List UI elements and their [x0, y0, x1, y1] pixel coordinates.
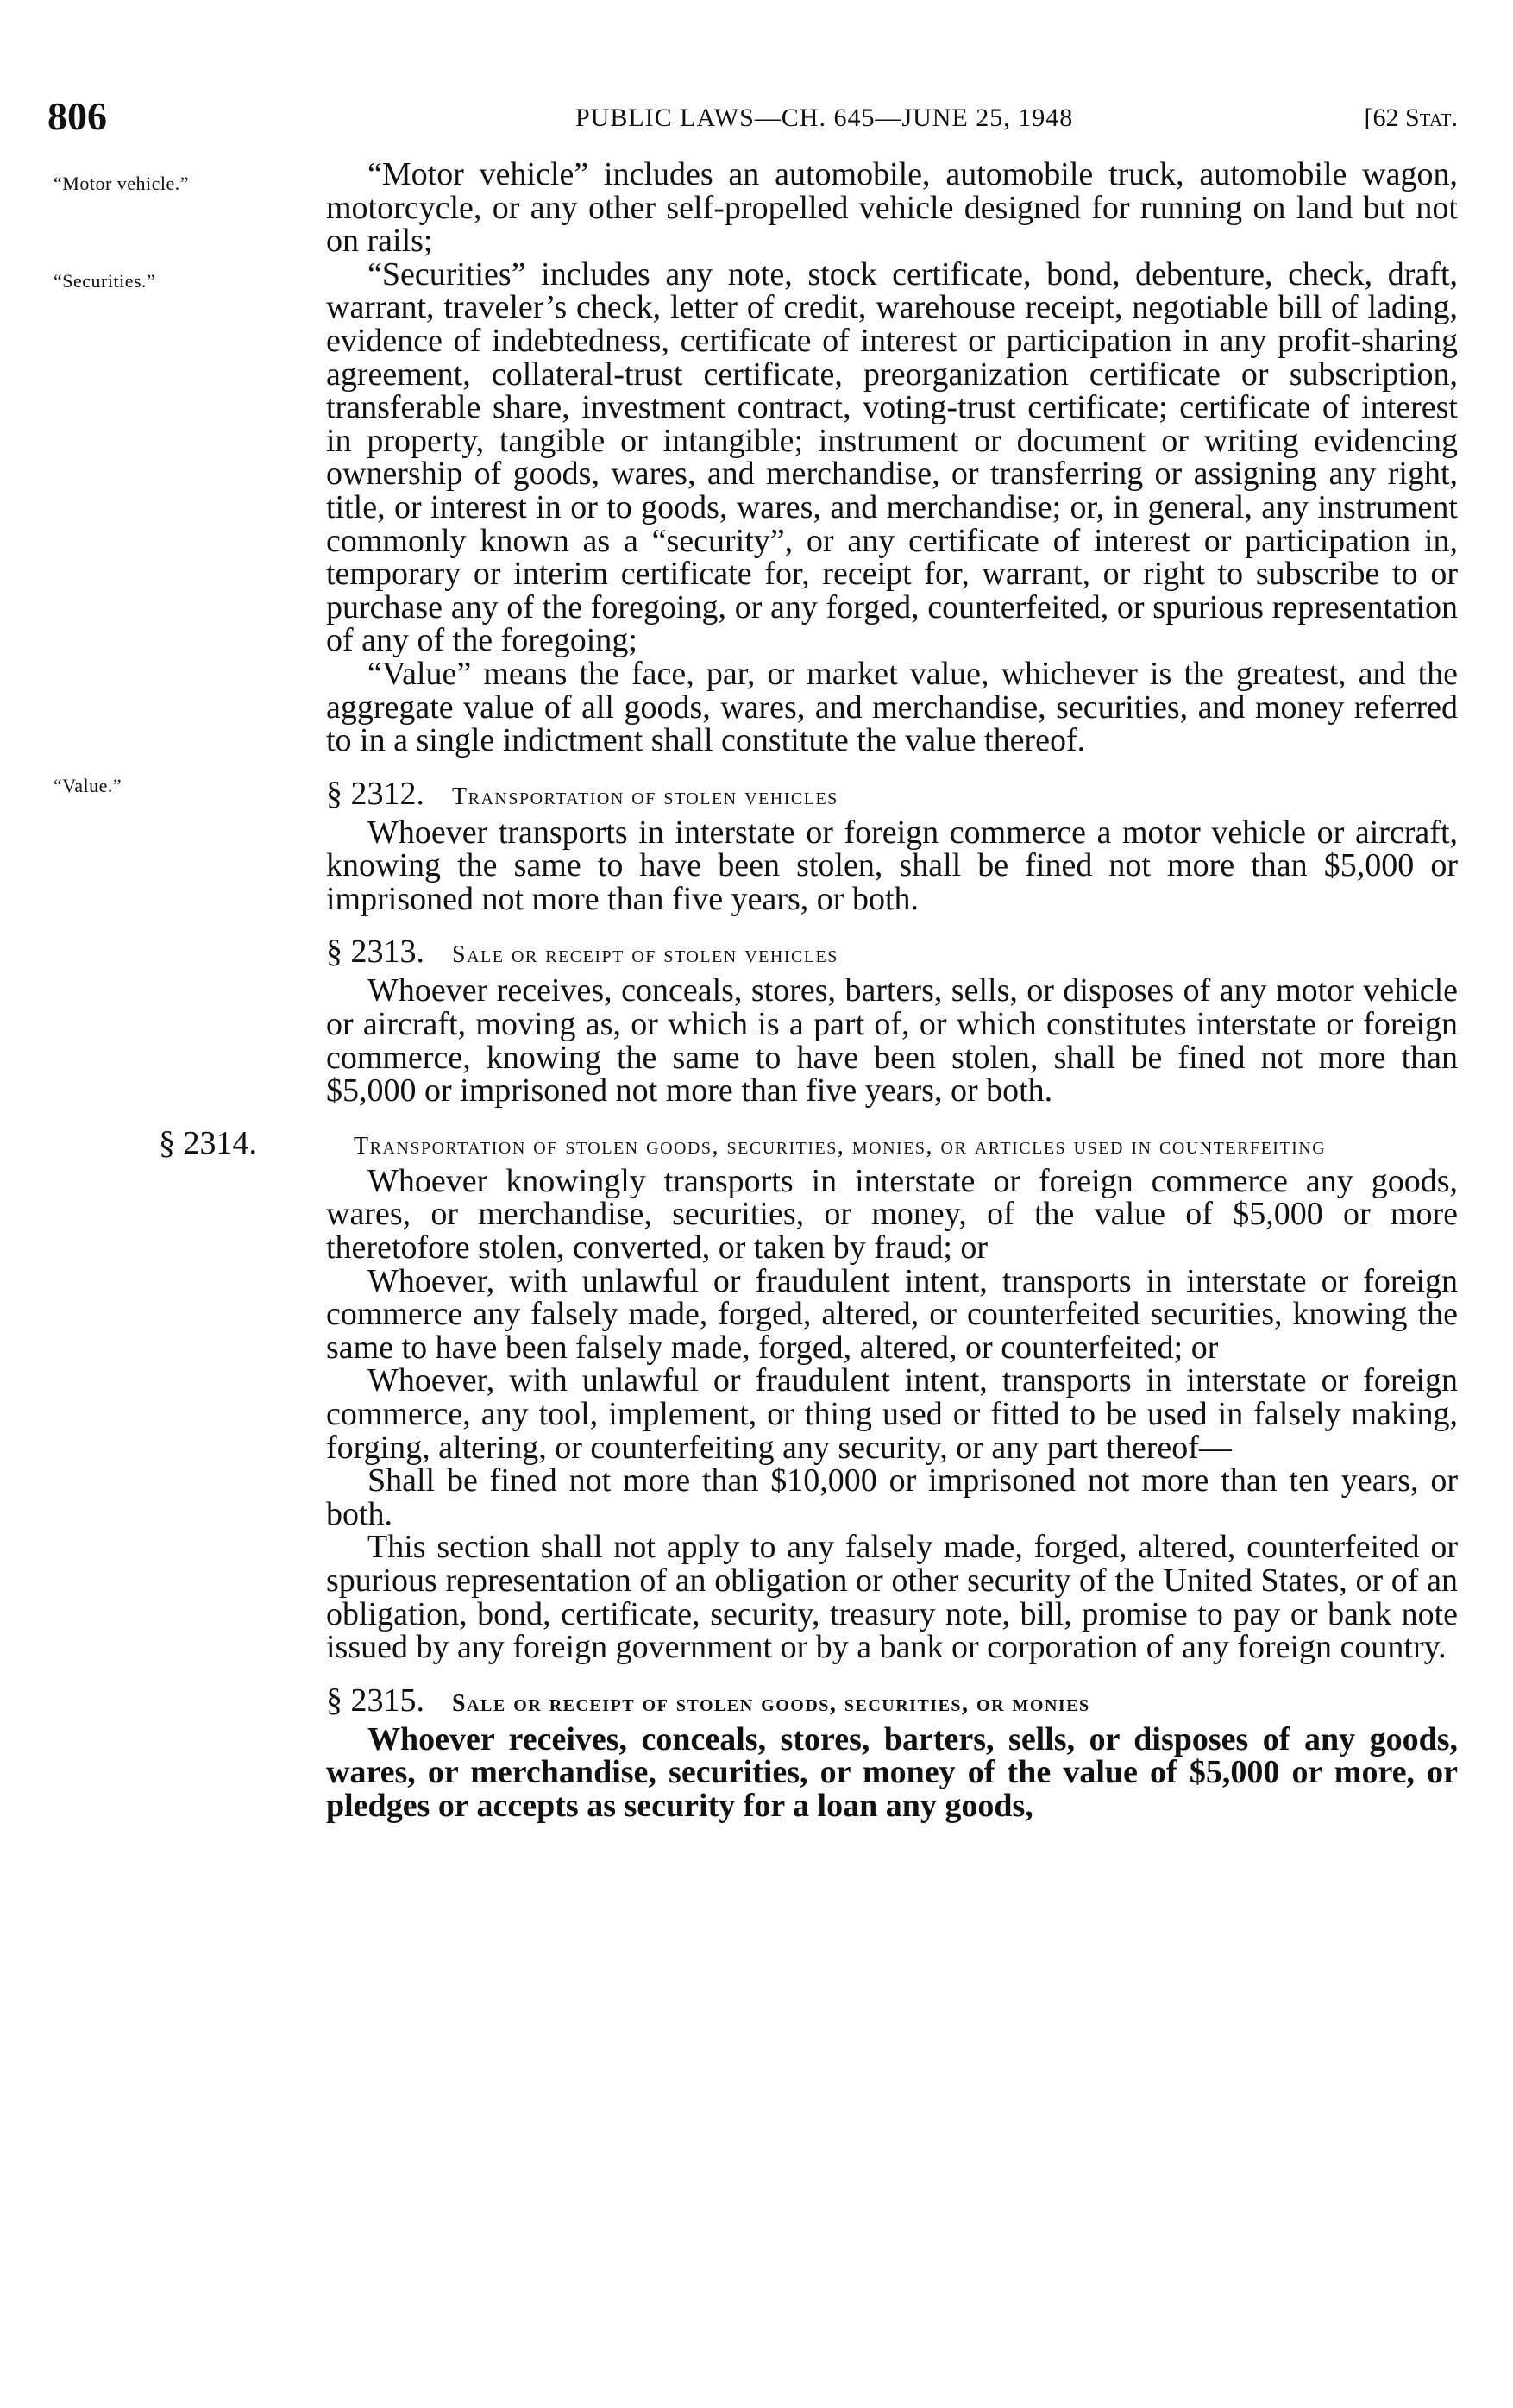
- section-title: Transportation of stolen vehicles: [452, 783, 838, 810]
- section-heading-2312: [326, 776, 1458, 814]
- section-title: Sale or receipt of stolen vehicles: [452, 941, 838, 969]
- margin-note-motor-vehicle: “Motor vehicle.”: [53, 173, 190, 194]
- stat-ref-prefix: [62: [1364, 104, 1405, 132]
- section-number: § 2312.: [326, 775, 424, 812]
- definition-value: “Value” means the face, par, or market value, whichever is the greatest, and the aggregate value of all goods, wares, and merchandise, securities, and money referred to in a single indictment shall constitute the value thereof.: [326, 655, 1458, 759]
- definition-motor-vehicle: “Motor vehicle” includes an automobile, automobile truck, automobile wagon, motorcycle, or any other self-propelled vehicle designed for running on land but not on rails;: [326, 156, 1458, 260]
- section-title: Sale or receipt of stolen goods, securities, or monies: [452, 1689, 1090, 1717]
- section-2314-paragraph: Whoever, with unlawful or fraudulent intent, transports in interstate or foreign commerce, any tool, implement, or thing used or fitted to be used in falsely making, forging, altering, or counterfeiting any security, or any part thereof—: [326, 1362, 1458, 1466]
- margin-note-securities: “Securities.”: [53, 270, 156, 292]
- page-body: [159, 156, 1458, 1824]
- section-number: § 2315.: [326, 1682, 424, 1719]
- definition-securities: “Securities” includes any note, stock certificate, bond, debenture, check, draft, warrant, traveler’s check, letter of credit, warehouse receipt, negotiable bill of lading, evidence of indebtedness, certificate of interest or participation in any profit-sharing agreement, collateral-trust certificate, preorganization certificate or subscription, transferable share, investment contract, voting-trust certificate; certificate of interest in property, tangible or intangible; instrument or document or writing evidencing ownership of goods, wares, and merchandise, or transferring or assigning any right, title, or interest in or to goods, wares, and merchandise; or, in general, any instrument commonly known as a “security”, or any certificate of interest or participation in, temporary or interim certificate for, receipt for, warrant, or right to subscribe to or purchase any of the foregoing, or any forged, counterfeited, or spurious representation of any of the foregoing;: [326, 255, 1458, 659]
- page-number: 806: [47, 94, 107, 138]
- section-2314-paragraph: Shall be fined not more than $10,000 or imprisoned not more than ten years, or both.: [326, 1462, 1458, 1532]
- running-head: PUBLIC LAWS—CH. 645—JUNE 25, 1948: [575, 104, 1074, 132]
- section-2314-paragraph: This section shall not apply to any falsely made, forged, altered, counterfeited or spurious representation of an obligation or other security of the United States, or of an obligation, bond, certificate, security, treasury note, bill, promise to pay or bank note issued by any foreign government or by a bank or corporation of any foreign country.: [326, 1529, 1458, 1666]
- statute-reference: [1365, 104, 1459, 133]
- margin-note-value: “Value.”: [53, 775, 122, 796]
- section-heading-2315: [326, 1683, 1458, 1721]
- page-header: [47, 93, 1458, 136]
- section-2312-paragraph: Whoever transports in interstate or foreign commerce a motor vehicle or aircraft, knowing the same to have been stolen, shall be fined not more than $5,000 or imprisoned not more than five years, or both.: [326, 814, 1458, 917]
- section-2313-paragraph: Whoever receives, conceals, stores, barters, sells, or disposes of any motor vehicle or aircraft, moving as, or which is a part of, or which constitutes interstate or foreign commerce, knowing the same to have been stolen, shall be fined not more than $5,000 or imprisoned not more than five years, or both.: [326, 972, 1458, 1110]
- section-heading-2314: § 2314. Transportation of stolen goods, securities, monies, or articles used in counterfeiting: [159, 1124, 1327, 1161]
- section-heading-2313: [326, 934, 1458, 972]
- section-title: Transportation of stolen goods, securities, monies, or articles used in counterfeiting: [354, 1132, 1327, 1160]
- section-2315-paragraph: Whoever receives, conceals, stores, barters, sells, or disposes of any goods, wares, or merchandise, securities, or money of the value of $5,000 or more, or pledges or accepts as security for a loan any goods,: [326, 1720, 1458, 1824]
- section-number: § 2313.: [326, 934, 424, 971]
- stat-ref-label: Stat.: [1405, 104, 1458, 132]
- section-2314-paragraph: Whoever, with unlawful or fraudulent intent, transports in interstate or foreign commerce any falsely made, forged, altered, or counterfeited securities, knowing the same to have been falsely made, forged, altered, or counterfeited; or: [326, 1262, 1458, 1366]
- section-2314-paragraph: Whoever knowingly transports in interstate or foreign commerce any goods, wares, or merchandise, securities, or money, of the value of $5,000 or more theretofore stolen, converted, or taken by fraud; or: [326, 1162, 1458, 1267]
